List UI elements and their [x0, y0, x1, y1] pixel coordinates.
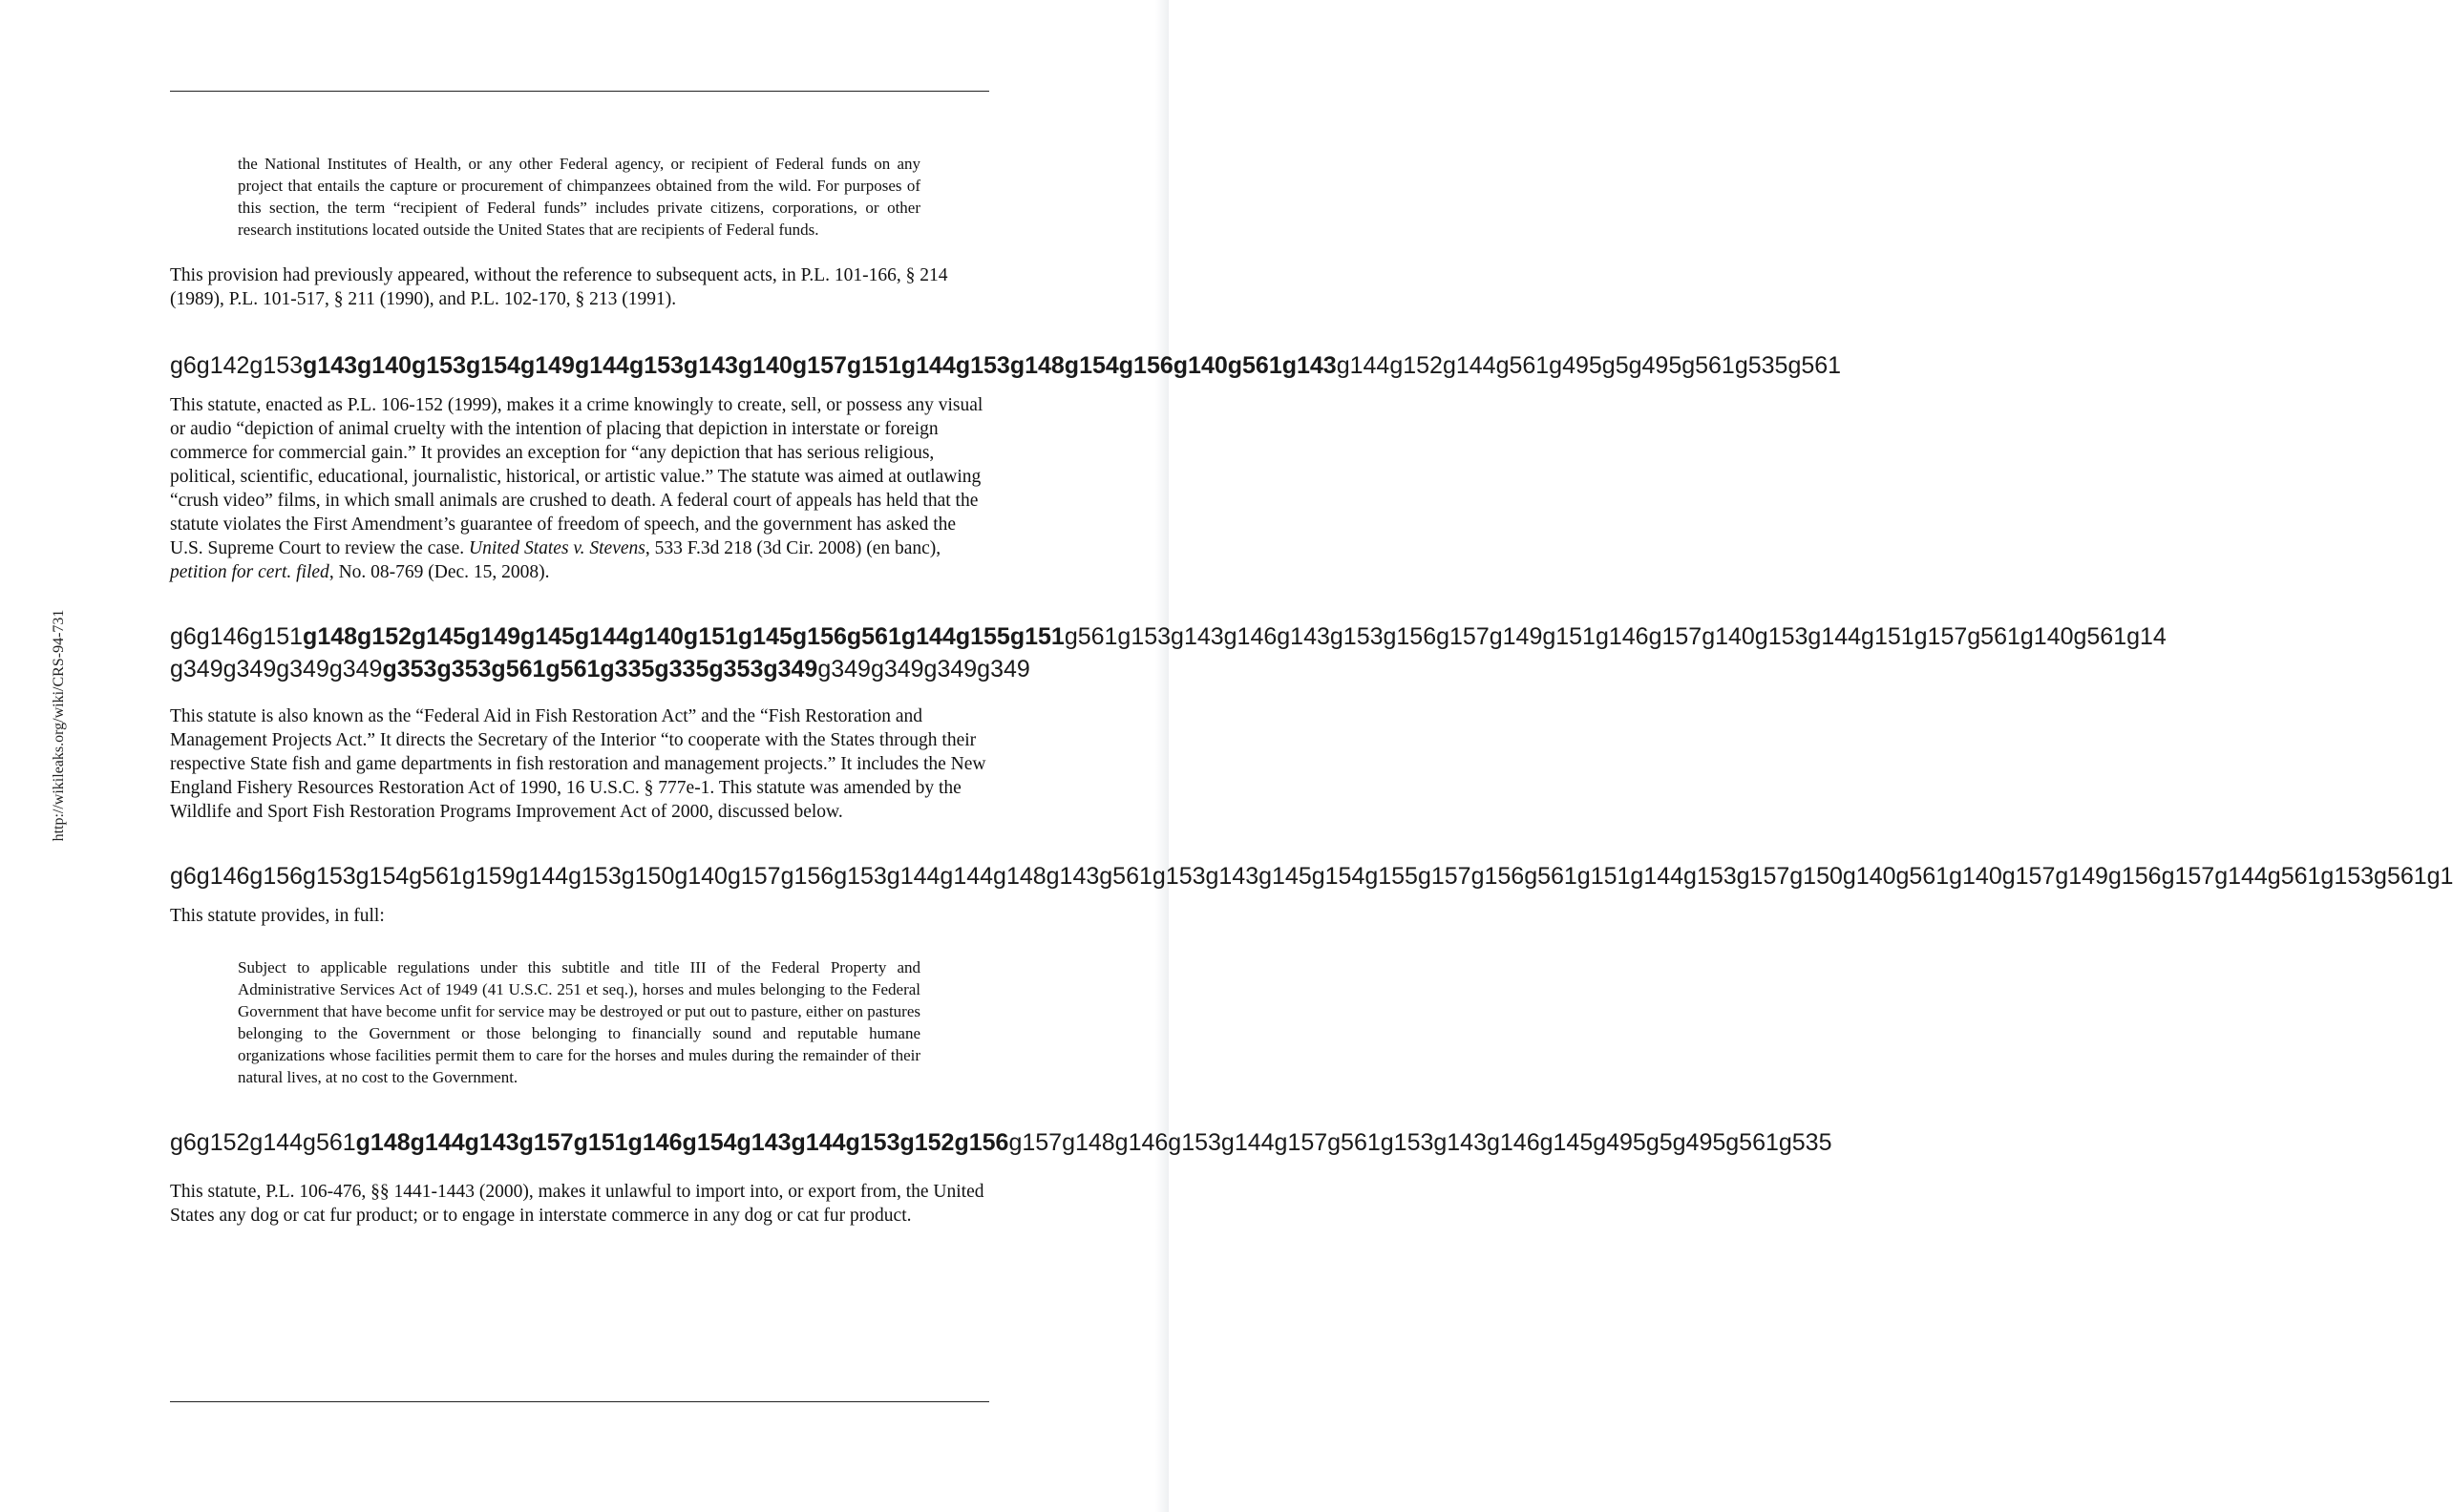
heading-text-tail: g561g153g143g146g143g153g156g157g149g151g146g157g140g153g144g151g157g561g140g561g14: [1064, 623, 2167, 650]
section-heading-garbled-1: [170, 349, 1842, 382]
case-name: United States v. Stevens: [469, 538, 645, 558]
page-content: [170, 153, 2453, 1228]
heading-text-tail: g154g561g159g144g153g150g140g157g156g153g144g144g148g143g561g153g143g145g154g155g157g156g561g151g144g153g157g150g140g561g140g157g149g156g157g144g561g153g561g1: [355, 863, 2453, 890]
section-heading-garbled-4: [170, 1126, 1832, 1159]
heading-text-plain: g6g146g156g153: [170, 863, 356, 890]
heading-line-2: [170, 653, 1169, 685]
heading-text-plain: g6g142g153: [170, 352, 304, 379]
heading-text-tail: g144g152g144g561g495g5g495g561g535g561: [1336, 352, 1842, 379]
heading-text-plain: g6g146g151: [170, 623, 304, 650]
paragraph-provision-history: This provision had previously appeared, without the reference to subsequent acts, in P.L. 101-166, § 214 (1989), P.L. 101-517, § 211 (1990), and P.L. 102-170, § 213 (1991).: [170, 265, 948, 309]
paragraph-dog-cat-fur: This statute, P.L. 106-476, §§ 1441-1443 (2000), makes it unlawful to import into, or export from, the United States any dog or cat fur product; or to engage in interstate commerce in any dog or cat fur product.: [170, 1182, 984, 1226]
block-quote-chimpanzees: the National Institutes of Health, or any other Federal agency, or recipient of Federal funds on any project that entails the capture or procurement of chimpanzees obtained from the wild. For purposes of this section, the term “recipient of Federal funds” includes private citizens, corporations, or other research institutions located outside the United States that are recipients of Federal funds.: [238, 155, 920, 239]
heading-text-bold: g143g140g153g154g149g144g153g143g140g157g151g144g153g148g154g156g140g561g143: [303, 352, 1337, 379]
heading-text-bold: g148g144g143g157g151g146g154g143g144g153g152g156: [355, 1129, 1009, 1156]
top-rule: [170, 91, 989, 92]
paragraph-statute-intro: This statute provides, in full:: [170, 906, 385, 926]
heading-line-1: [170, 620, 2167, 653]
heading-text-bold: g353g353g561g561g335g335g353g349: [382, 656, 818, 682]
heading-text-tail: g349g349g349g349: [817, 656, 1030, 682]
heading-text-bold: g148g152g145g149g145g144g140g151g145g156g561g144g155g151: [303, 623, 1065, 650]
bottom-rule: [170, 1401, 989, 1402]
paragraph-end: , No. 08-769 (Dec. 15, 2008).: [328, 562, 550, 582]
page-edge-shadow: [1155, 0, 1169, 1512]
petition-text: petition for cert. filed: [170, 562, 329, 582]
paragraph-text: This statute, enacted as P.L. 106-152 (1999), makes it a crime knowingly to create, sell, or possess any visual or audio “depiction of animal cruelty with the intention of placing that depiction in interstate or foreign commerce for commercial gain.” It provides an exception for “any depiction that has serious religious, political, scientific, educational, journalistic, historical, or artistic value.” The statute was aimed at outlawing “crush video” films, in which small animals are crushed to death. A federal court of appeals has held that the statute violates the First Amendment’s guarantee of freedom of speech, and the government has asked the U.S. Supreme Court to review the case.: [170, 395, 983, 558]
side-url: http://wikileaks.org/wiki/CRS-94-731: [51, 609, 67, 842]
paragraph-fish-restoration: This statute is also known as the “Federal Aid in Fish Restoration Act” and the “Fish Restoration and Management Projects Act.” It directs the Secretary of the Interior “to cooperate with the States through their respective State fish and game departments in fish restoration and management projects.” It includes the New England Fishery Resources Restoration Act of 1990, 16 U.S.C. § 777e-1. This statute was amended by the Wildlife and Sport Fish Restoration Programs Improvement Act of 2000, discussed below.: [170, 706, 986, 822]
heading-text-tail: g157g148g146g153g144g157g561g153g143g146g145g495g5g495g561g535: [1008, 1129, 1832, 1156]
heading-text-plain: g6g152g144g561: [170, 1129, 356, 1156]
case-citation: , 533 F.3d 218 (3d Cir. 2008) (en banc),: [645, 538, 941, 558]
section-heading-garbled-3: [170, 860, 2453, 892]
heading-text-plain: g349g349g349g349: [170, 656, 383, 682]
block-quote-horses-mules: Subject to applicable regulations under this subtitle and title III of the Federal Property and Administrative Services Act of 1949 (41 U.S.C. 251 et seq.), horses and mules belonging to the Federal Government that have become unfit for service may be destroyed or put out to pasture, either on pastures belonging to the Government or those belonging to financially sound and reputable humane organizations whose facilities permit them to care for the horses and mules during the remainder of their natural lives, at no cost to the Government.: [238, 958, 920, 1086]
paragraph-animal-cruelty: [170, 393, 989, 584]
section-heading-garbled-2: [170, 620, 2167, 685]
